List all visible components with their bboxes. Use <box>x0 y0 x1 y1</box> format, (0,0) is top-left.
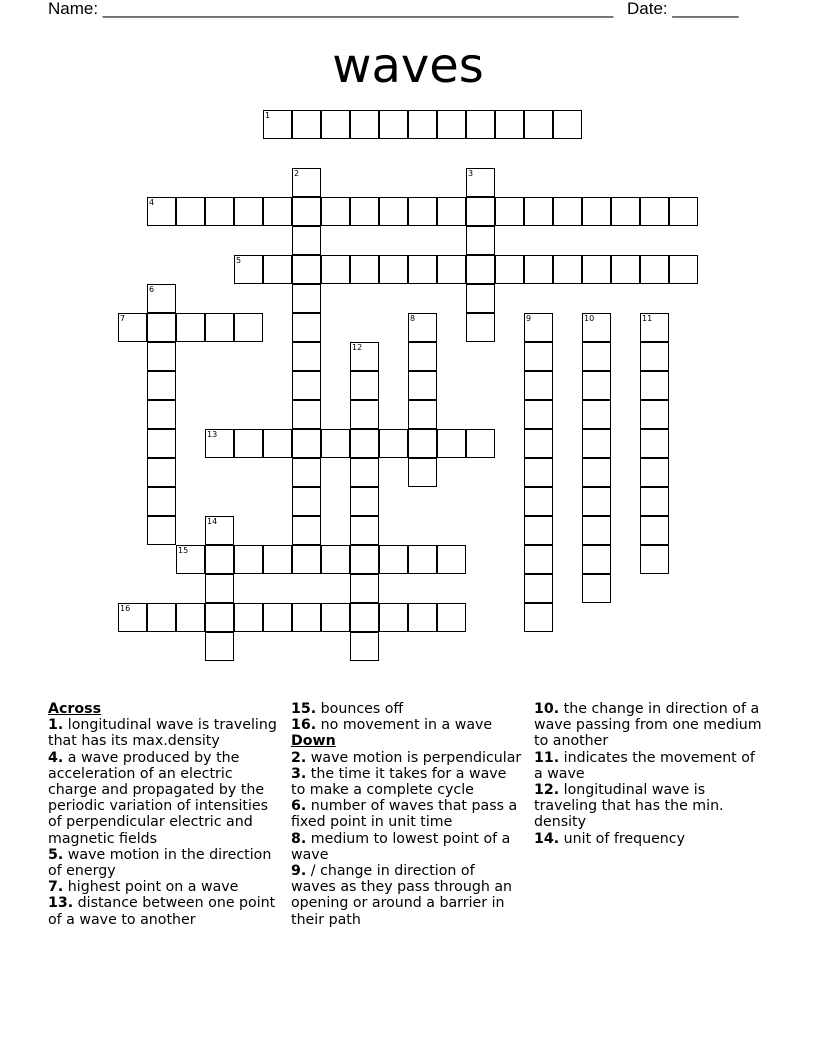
grid-cell[interactable] <box>205 429 234 458</box>
across-heading: Across <box>48 701 102 717</box>
grid-cell[interactable] <box>466 197 495 226</box>
grid-cell[interactable] <box>350 632 379 661</box>
grid-cell[interactable] <box>524 516 553 545</box>
grid-cell[interactable] <box>437 110 466 139</box>
grid-cell[interactable] <box>582 313 611 342</box>
clue-down-11: 11. indicates the movement of a wave <box>534 749 755 782</box>
grid-cell[interactable] <box>582 400 611 429</box>
clue-down-6: 6. number of waves that pass a fixed point in unit time <box>291 798 518 831</box>
grid-cell[interactable] <box>147 342 176 371</box>
grid-cell[interactable] <box>321 110 350 139</box>
clue-number: 13 <box>207 430 218 439</box>
grid-cell[interactable] <box>205 197 234 226</box>
grid-cell[interactable] <box>350 400 379 429</box>
grid-cell[interactable] <box>350 429 379 458</box>
grid-cell[interactable] <box>147 429 176 458</box>
grid-cell[interactable] <box>350 197 379 226</box>
clue-across-13: 13. distance between one point of a wave to another <box>48 895 276 928</box>
grid-cell[interactable] <box>466 313 495 342</box>
grid-cell[interactable] <box>524 574 553 603</box>
grid-cell[interactable] <box>234 197 263 226</box>
grid-cell[interactable] <box>408 313 437 342</box>
grid-cell[interactable] <box>321 429 350 458</box>
grid-cell[interactable] <box>379 545 408 574</box>
grid-cell[interactable] <box>292 545 321 574</box>
grid-cell[interactable] <box>205 603 234 632</box>
grid-cell[interactable] <box>263 603 292 632</box>
grid-cell[interactable] <box>466 168 495 197</box>
clues-column-3 <box>534 701 766 847</box>
grid-cell[interactable] <box>408 371 437 400</box>
grid-cell[interactable] <box>205 545 234 574</box>
grid-cell[interactable] <box>640 487 669 516</box>
grid-cell[interactable] <box>350 574 379 603</box>
clue-number: 15 <box>178 546 189 555</box>
puzzle-title: waves <box>332 38 484 94</box>
grid-cell[interactable] <box>640 429 669 458</box>
grid-cell[interactable] <box>495 197 524 226</box>
grid-cell[interactable] <box>292 400 321 429</box>
grid-cell[interactable] <box>147 458 176 487</box>
grid-cell[interactable] <box>495 110 524 139</box>
grid-cell[interactable] <box>611 255 640 284</box>
grid-cell[interactable] <box>176 545 205 574</box>
grid-cell[interactable] <box>466 255 495 284</box>
grid-cell[interactable] <box>582 342 611 371</box>
grid-cell[interactable] <box>147 284 176 313</box>
grid-cell[interactable] <box>292 255 321 284</box>
grid-cell[interactable] <box>147 603 176 632</box>
grid-cell[interactable] <box>292 371 321 400</box>
grid-cell[interactable] <box>350 487 379 516</box>
grid-cell[interactable] <box>350 458 379 487</box>
grid-cell[interactable] <box>640 371 669 400</box>
clue-down-10: 10. the change in direction of a wave passing from one medium to another <box>534 701 762 750</box>
clue-number: 5 <box>236 256 242 265</box>
grid-cell[interactable] <box>379 603 408 632</box>
grid-cell[interactable] <box>263 545 292 574</box>
grid-cell[interactable] <box>205 516 234 545</box>
grid-cell[interactable] <box>147 516 176 545</box>
grid-cell[interactable] <box>321 197 350 226</box>
grid-cell[interactable] <box>553 197 582 226</box>
grid-cell[interactable] <box>408 545 437 574</box>
grid-cell[interactable] <box>292 197 321 226</box>
grid-cell[interactable] <box>321 255 350 284</box>
grid-cell[interactable] <box>582 458 611 487</box>
grid-cell[interactable] <box>524 400 553 429</box>
clue-number: 3 <box>468 169 474 178</box>
grid-cell[interactable] <box>582 371 611 400</box>
grid-cell[interactable] <box>669 255 698 284</box>
grid-cell[interactable] <box>524 429 553 458</box>
grid-cell[interactable] <box>553 255 582 284</box>
clue-number: 4 <box>149 198 155 207</box>
grid-cell[interactable] <box>640 313 669 342</box>
grid-cell[interactable] <box>118 603 147 632</box>
clue-across-7: 7. highest point on a wave <box>48 879 239 896</box>
grid-cell[interactable] <box>640 400 669 429</box>
clue-down-8: 8. medium to lowest point of a wave <box>291 830 511 863</box>
grid-cell[interactable] <box>292 603 321 632</box>
down-heading: Down <box>291 733 336 750</box>
clue-down-3: 3. the time it takes for a wave to make a complete cycle <box>291 765 507 799</box>
grid-cell[interactable] <box>408 458 437 487</box>
grid-cell[interactable] <box>292 342 321 371</box>
grid-cell[interactable] <box>292 284 321 313</box>
grid-cell[interactable] <box>408 429 437 458</box>
grid-cell[interactable] <box>640 197 669 226</box>
grid-cell[interactable] <box>640 458 669 487</box>
grid-cell[interactable] <box>582 516 611 545</box>
clue-number: 10 <box>584 314 595 323</box>
grid-cell[interactable] <box>524 342 553 371</box>
date-field-label[interactable]: Date: _______ <box>627 0 739 18</box>
clue-number: 6 <box>149 285 155 294</box>
clue-number: 14 <box>207 517 218 526</box>
clue-down-9: 9. / change in direction of waves as they pass through an opening or around a barrier in their path <box>291 863 513 928</box>
grid-cell[interactable] <box>582 429 611 458</box>
clue-number: 12 <box>352 343 363 352</box>
grid-cell[interactable] <box>379 110 408 139</box>
grid-cell[interactable] <box>408 342 437 371</box>
grid-cell[interactable] <box>408 603 437 632</box>
grid-cell[interactable] <box>582 574 611 603</box>
grid-cell[interactable] <box>350 342 379 371</box>
grid-cell[interactable] <box>466 110 495 139</box>
grid-cell[interactable] <box>466 226 495 255</box>
grid-cell[interactable] <box>437 545 466 574</box>
grid-cell[interactable] <box>524 603 553 632</box>
clue-across-5: 5. wave motion in the direction of energy <box>48 846 272 880</box>
grid-cell[interactable] <box>524 110 553 139</box>
grid-cell[interactable] <box>524 371 553 400</box>
grid-cell[interactable] <box>437 255 466 284</box>
grid-cell[interactable] <box>350 545 379 574</box>
grid-cell[interactable] <box>263 255 292 284</box>
grid-cell[interactable] <box>263 197 292 226</box>
grid-cell[interactable] <box>350 516 379 545</box>
grid-cell[interactable] <box>611 197 640 226</box>
grid-cell[interactable] <box>582 255 611 284</box>
grid-cell[interactable] <box>205 574 234 603</box>
name-field-label[interactable]: Name: ______________________________________________________ <box>48 0 614 18</box>
grid-cell[interactable] <box>466 284 495 313</box>
grid-cell[interactable] <box>263 429 292 458</box>
grid-cell[interactable] <box>437 603 466 632</box>
grid-cell[interactable] <box>234 603 263 632</box>
grid-cell[interactable] <box>582 545 611 574</box>
grid-cell[interactable] <box>524 545 553 574</box>
grid-cell[interactable] <box>321 545 350 574</box>
grid-cell[interactable] <box>350 603 379 632</box>
grid-cell[interactable] <box>147 313 176 342</box>
grid-cell[interactable] <box>292 168 321 197</box>
grid-cell[interactable] <box>437 197 466 226</box>
grid-cell[interactable] <box>147 371 176 400</box>
grid-cell[interactable] <box>582 487 611 516</box>
grid-cell[interactable] <box>582 197 611 226</box>
clue-number: 1 <box>265 111 271 120</box>
grid-cell[interactable] <box>524 255 553 284</box>
grid-cell[interactable] <box>379 197 408 226</box>
grid-cell[interactable] <box>408 255 437 284</box>
clues-column-2 <box>291 701 523 928</box>
clues-column-1 <box>48 701 280 928</box>
grid-cell[interactable] <box>640 545 669 574</box>
clue-down-2: 2. wave motion is perpendicular <box>291 749 522 766</box>
grid-cell[interactable] <box>147 197 176 226</box>
grid-cell[interactable] <box>495 255 524 284</box>
grid-cell[interactable] <box>350 371 379 400</box>
grid-cell[interactable] <box>321 603 350 632</box>
grid-cell[interactable] <box>524 197 553 226</box>
grid-cell[interactable] <box>292 429 321 458</box>
grid-cell[interactable] <box>176 603 205 632</box>
grid-cell[interactable] <box>553 110 582 139</box>
grid-cell[interactable] <box>408 400 437 429</box>
grid-cell[interactable] <box>234 313 263 342</box>
clue-number: 16 <box>120 604 131 613</box>
grid-cell[interactable] <box>350 255 379 284</box>
grid-cell[interactable] <box>292 226 321 255</box>
grid-cell[interactable] <box>147 400 176 429</box>
grid-cell[interactable] <box>205 632 234 661</box>
grid-cell[interactable] <box>466 429 495 458</box>
grid-cell[interactable] <box>437 429 466 458</box>
clue-number: 7 <box>120 314 126 323</box>
grid-cell[interactable] <box>176 313 205 342</box>
grid-cell[interactable] <box>234 429 263 458</box>
grid-cell[interactable] <box>524 487 553 516</box>
grid-cell[interactable] <box>234 255 263 284</box>
clue-across-16: 16. no movement in a wave <box>291 717 493 734</box>
grid-cell[interactable] <box>118 313 147 342</box>
grid-cell[interactable] <box>408 110 437 139</box>
grid-cell[interactable] <box>350 110 379 139</box>
clue-down-14: 14. unit of frequency <box>534 830 685 847</box>
grid-cell[interactable] <box>292 458 321 487</box>
clue-number: 8 <box>410 314 416 323</box>
grid-cell[interactable] <box>292 516 321 545</box>
grid-cell[interactable] <box>292 487 321 516</box>
grid-cell[interactable] <box>669 197 698 226</box>
clue-number: 9 <box>526 314 532 323</box>
grid-cell[interactable] <box>408 197 437 226</box>
grid-cell[interactable] <box>379 429 408 458</box>
grid-cell[interactable] <box>147 487 176 516</box>
grid-cell[interactable] <box>524 458 553 487</box>
grid-cell[interactable] <box>524 313 553 342</box>
grid-cell[interactable] <box>234 545 263 574</box>
clue-across-1: 1. longitudinal wave is traveling that has its max.density <box>48 717 277 750</box>
grid-cell[interactable] <box>292 110 321 139</box>
grid-cell[interactable] <box>379 255 408 284</box>
clue-number: 2 <box>294 169 300 178</box>
grid-cell[interactable] <box>640 255 669 284</box>
clue-number: 11 <box>642 314 653 323</box>
clue-down-12: 12. longitudinal wave is traveling that has the min. density <box>534 782 724 831</box>
grid-cell[interactable] <box>176 197 205 226</box>
clue-across-4: 4. a wave produced by the acceleration of an electric charge and propagated by the periodic variation of intensities of perpendicular electric and magnetic fields <box>48 749 269 847</box>
grid-cell[interactable] <box>263 110 292 139</box>
grid-cell[interactable] <box>205 313 234 342</box>
grid-cell[interactable] <box>640 342 669 371</box>
grid-cell[interactable] <box>292 313 321 342</box>
clue-across-15: 15. bounces off <box>291 701 404 717</box>
grid-cell[interactable] <box>640 516 669 545</box>
